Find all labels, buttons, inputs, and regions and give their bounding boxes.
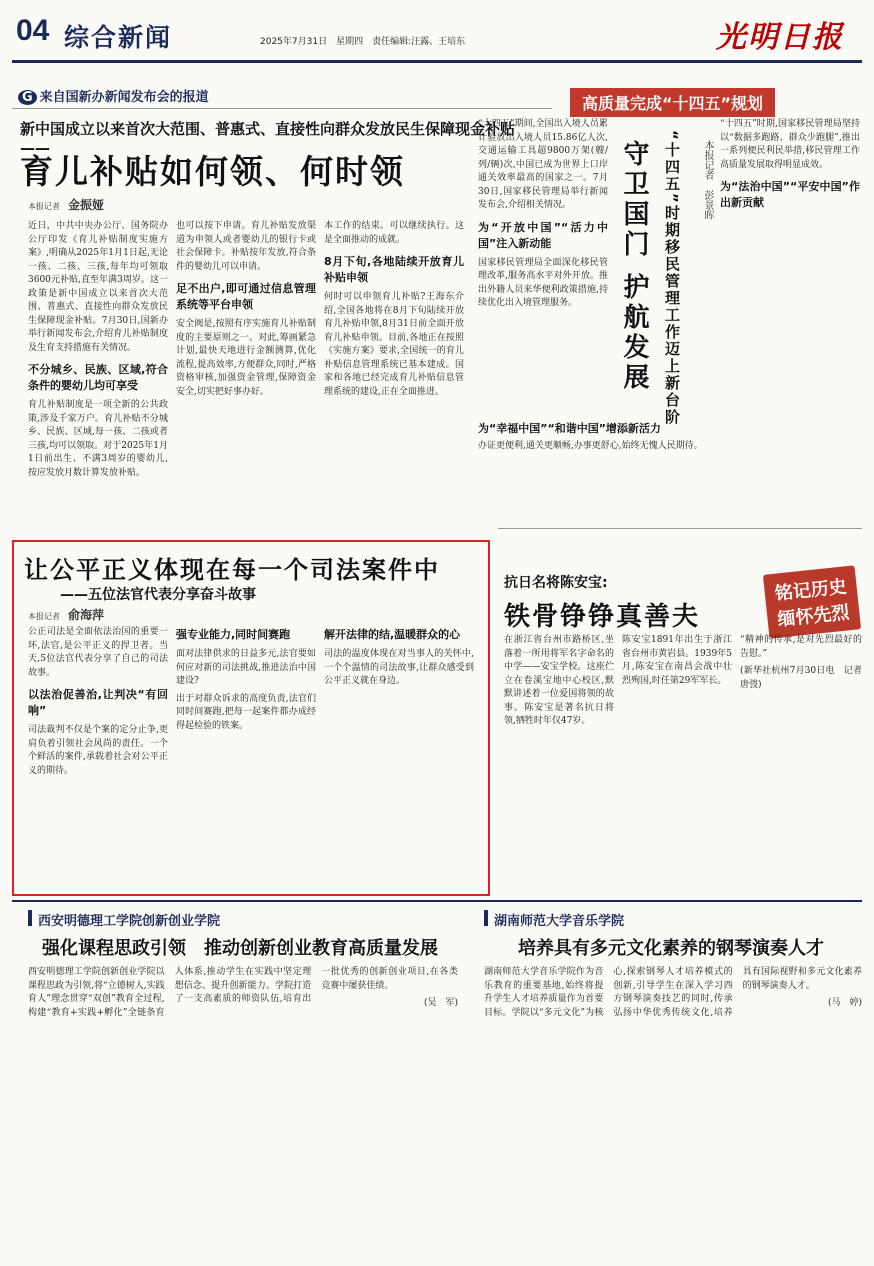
- music-paragraph: 湖南师范大学音乐学院作为音乐教育的重要基地,始终将提升学生人才培养质量作为首要目标。学院以“多元文化”为核心,探索钢琴人才培养模式的创新,引导学生在深入学习西方钢琴演奏技艺的同时,传承弘扬中华优秀传统文化,培养具有国际视野和多元文化素养的钢琴演奏人才。: [484, 967, 862, 1018]
- border-subhead: 为“法治中国”“平安中国”作出新贡献: [720, 180, 860, 209]
- feature-headline: 铁骨铮铮真善夫: [504, 602, 701, 632]
- memorial-badge: 铭记历史 缅怀先烈: [763, 565, 861, 638]
- judges-subtitle: ——五位法官代表分享奋斗故事: [60, 587, 256, 603]
- lead-paragraph: 也可以按下申请。育儿补贴发放渠道为申领人或者婴幼儿的银行卡或社会保障卡。补贴按年发放,符合条件的婴幼儿可以申请。: [176, 221, 316, 272]
- lead-paragraph: 何时可以申领育儿补贴?王海东介绍,全国各地将在8月下旬陆续开放育儿补贴申领,8月31日前全面开放育儿补贴申领。目前,各地正在按照《实施方案》要求,全国统一的育儿补贴信息管理系统已基本建成。国家和各地已经完成育儿补贴信息管理系统的建设,正在全面推进。: [324, 292, 464, 397]
- border-paragraph: 国家移民管理局全面深化移民管理改革,服务高水平对外开放。推出外籍人员来华便利政策措施,持续优化出入境管理服务。: [478, 257, 608, 308]
- music-author: (马 婷): [827, 998, 862, 1008]
- judges-paragraph: 司法的温度体现在对当事人的关怀中,一个个温情的司法故事,让群众感受到公平正义就在身边。: [324, 649, 474, 686]
- college-author: (吴 军): [423, 998, 458, 1008]
- college-paragraph: 西安明德理工学院创新创业学院以课程思政为引领,将“立德树人,实践育人”理念贯穿“双创”教育全过程,构建“教育+实践+孵化”全链条育人体系,推动学生在实践中坚定理想信念、提升创新能力。学院打造了一支高素质的师资队伍,培育出一批优秀的创新创业项目,在各类竞赛中屡获佳绩。: [28, 967, 458, 1018]
- lead-headline: 育儿补贴如何领、何时领: [20, 152, 405, 191]
- border-paragraph: “十四五”时期,国家移民管理局坚持以“数据多跑路、群众少跑腿”,推出一系列便民利民举措,移民管理工作高质量发展取得明显成效。: [720, 119, 860, 170]
- judges-subhead: 解开法律的结,温暖群众的心: [324, 628, 461, 641]
- lead-byline: 本报记者 金振娅: [28, 198, 105, 212]
- judges-paragraph: 公正司法是全面依法治国的重要一环,法官,是公平正义的捍卫者。当天,5位法官代表分享了自己的司法故事。: [28, 627, 168, 678]
- feature-paragraph: 在浙江省台州市路桥区,坐落着一所用将军名字命名的中学——安宝学校。这座伫立在卷溪宝地中心校区,默默讲述着一位爱国将领的故事。陈安宝是著名抗日将领,牺牲时年仅47岁。: [504, 635, 614, 726]
- lead-subhead: 不分城乡、民族、区域,符合条件的婴幼儿均可享受: [28, 363, 168, 392]
- college-body: [28, 966, 458, 1246]
- judges-column-2: [176, 626, 316, 882]
- feature-column-2: [622, 634, 732, 884]
- music-section: 湖南师范大学音乐学院: [494, 914, 625, 929]
- divider: [12, 108, 552, 109]
- divider: [12, 900, 862, 902]
- lead-paragraph: 本工作的结束。可以继续执行。这是全面推动的成就。: [324, 221, 464, 245]
- judges-column-1: [28, 626, 168, 882]
- feature-column-1: [504, 634, 614, 884]
- feature-paragraph: 陈安宝1891年出生于浙江省台州市黄岩县。1939年5月,陈安宝在南昌会战中壮烈殉国,时任第29军军长。: [622, 635, 732, 686]
- feature-credit: (新华社杭州7月30日电 记者唐弢): [740, 666, 862, 690]
- judges-headline: 让公平正义体现在每一个司法案件中: [24, 556, 440, 584]
- section-marker: [484, 910, 488, 926]
- page-number: 04: [16, 14, 50, 47]
- lead-paragraph: 近日，中共中央办公厅、国务院办公厅印发《育儿补贴制度实施方案》,明确从2025年1月1日起,无论一孩、二孩、三孩,每年均可领取3600元补贴,直至年满3周岁。这一政策是新中国成立以来首次大范围、普惠式、直接性向群众发放民生保障现金补贴。7月30日,国新办举行新闻发布会,介绍育儿补贴制度及生育支持措施有关情况。: [28, 221, 168, 353]
- masthead-rule: [12, 60, 862, 63]
- border-article-lower: [478, 420, 858, 520]
- divider: [498, 528, 862, 529]
- border-paragraph: 办证更便利,通关更顺畅,办事更舒心,始终无愧人民期待。: [478, 441, 703, 451]
- judges-paragraph: 司法裁判不仅是个案的定分止争,更肩负着引领社会风尚的责任。一个个鲜活的案件,承载着社会对公平正义的期待。: [28, 725, 168, 776]
- judges-paragraph: 出于对群众诉求的高度负责,法官们同时间赛跑,把每一起案件都办成经得起检验的铁案。: [176, 693, 316, 731]
- section-marker: [28, 910, 32, 926]
- border-title: 守卫国门 护航发展: [619, 140, 649, 394]
- college-section: 西安明德理工学院创新创业学院: [38, 914, 221, 929]
- judges-subhead: 以法治促善治,让判决“有回响”: [28, 688, 168, 717]
- newspaper-logo: 光明日报: [716, 20, 844, 55]
- feature-kicker: 抗日名将陈安宝:: [504, 575, 608, 591]
- border-subtitle: “十四五”时期移民管理工作迈上新台阶: [663, 130, 681, 426]
- lead-paragraph: 育儿补贴制度是一项全新的公共政策,涉及千家万户。育儿补贴不分城乡、民族、区域,每一孩、二孩或者三孩,均可以领取。对于2025年1月1日前出生、不满3周岁的婴幼儿,按应发放月数计算发放补贴。: [28, 400, 168, 478]
- border-paragraph: “十四五”期间,全国出入境人员累计验放出入境人员15.86亿人次,交通运输工具超9800万架(艘/列/辆)次,中国已成为世界上口岸通关效率最高的国家之一。7月30日,国家移民管理局举行新闻发布会,介绍相关情况。: [478, 119, 608, 210]
- border-subhead: 为“幸福中国”“和谐中国”增添新活力: [478, 422, 661, 435]
- border-subhead: 为“开放中国”“活力中国”注入新动能: [478, 220, 608, 250]
- lead-subhead: 8月下旬,各地陆续开放育儿补贴申领: [324, 255, 464, 284]
- music-body: [484, 966, 862, 1246]
- feature-column-3: [740, 634, 862, 884]
- judges-byline: 本报记者 俞海萍: [28, 608, 105, 622]
- judges-column-3: [324, 626, 474, 882]
- g-logo-icon: G: [18, 90, 37, 105]
- lead-paragraph: 安全阀是,按照有序实施育儿补贴制度的主要原则之一。对此,筹画紧急计划,最快天地进行金额测算,优化流程,提高效率,方便群众,同时,严格资格审核,加强资金管理,保障资金安全,切实把好事办好。: [176, 319, 316, 397]
- series-ribbon: 高质量完成“十四五”规划: [570, 88, 775, 117]
- border-byline: 本报记者 彭景晖: [702, 140, 713, 220]
- issue-meta: 2025年7月31日 星期四 责任编辑:汪露、王培东: [260, 37, 466, 47]
- lead-kicker: 新中国成立以来首次大范围、普惠式、直接性向群众发放民生保障现金补贴——: [20, 120, 516, 157]
- border-article-column-1: [478, 118, 608, 408]
- feature-paragraph: “精神的传承,是对先烈最好的告慰。”: [740, 635, 862, 659]
- judges-paragraph: 面对法律供求的日益多元,法官要如何应对新的司法挑战,推进法治中国建设?: [176, 649, 316, 686]
- lead-subhead: 足不出户,即可通过信息管理系统等平台申领: [176, 282, 316, 311]
- judges-subhead: 强专业能力,同时间赛跑: [176, 628, 291, 641]
- section-badge: G 来自国新办新闻发布会的报道: [18, 86, 209, 105]
- college-title: 强化课程思政引领 推动创新创业教育高质量发展: [42, 938, 438, 959]
- music-title: 培养具有多元文化素养的钢琴演奏人才: [518, 938, 824, 959]
- section-title: 综合新闻: [64, 23, 173, 52]
- border-article-column-2: [720, 118, 860, 408]
